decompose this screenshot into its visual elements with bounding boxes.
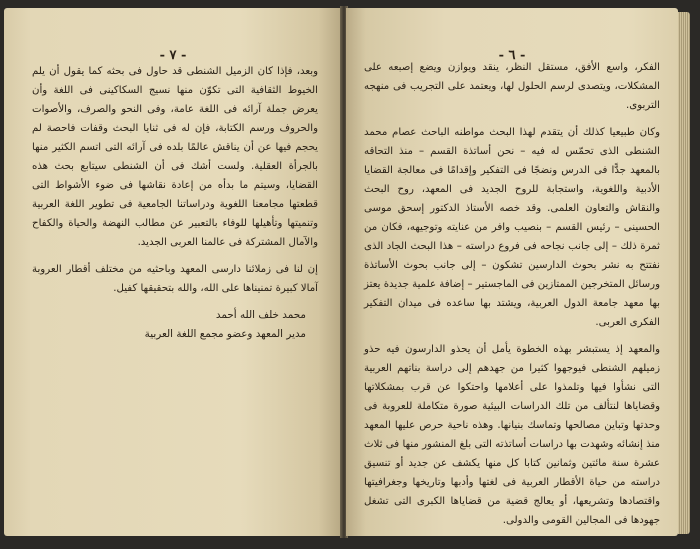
paragraph: والمعهد إذ يستبشر بهذه الخطوة يأمل أن يحذو الدارسون فيه حذو زميلهم الشنطى فيوجهوا كثيرا من جهدهم إلى دراسة بناتهم العربية التى نشأوا فيها وتلمذوا على أعلامها واحتكوا عن قرب بمشكلاتها وقضاياها لنتألف من تلك الدراسات البيئية صورة متكاملة للعروبة فى وحدتها وتباين مصالحها وتماسك بنيانها. وهذه ناحية حرص عليها المعهد منذ إنشائه وشهدت بها دراسات أساتذته التى بلغ المنشور منها فى ثلاث عشرة سنة مائتين وثمانين كتابا كل منها يكشف عن جديد أو تنسيق دراسته من حياة الأقطار العربية فى لغتها وأدبها وتاريخها وجغرافيتها واقتصادها وتشريعها، أو يعالج قضية من قضاياها الكبرى التى تشغل جهودها فى المجالين القومى والدولى. — [364, 344, 660, 526]
paragraph: إن لنا فى زملائنا دارسى المعهد وباحثيه من مختلف أقطار العروبة آمالا كبيرة تمنيناها على الله، والله بتحقيقها كفيل. — [32, 264, 318, 294]
signature-name: محمد خلف الله أحمد — [215, 309, 306, 321]
page-number: - ٦ - — [498, 48, 526, 63]
page-edges — [678, 12, 690, 534]
paragraph: الفكر، واسع الأفق، مستقل النظر، ينقد ويوازن ويضع إصبعه على المشكلات، ويتصدى لرسم الحلول لها، ويعتمد على التجريب فى منهجه التربوى. — [364, 62, 660, 111]
paragraph: وبعد، فإذا كان الزميل الشنطى قد حاول فى بحثه كما يقول أن يلم الخيوط الثقافية التى تكوّن منها نسيج السكاكينى فى اللغة وأن يعرض جملة آرائه فى اللغة عامة، وفى النحو والصرف، والأصوات والحروف ورسم الكتابة، فإن له فى ثنايا البحث وقفات فاحصة لم يحجم فيها عن أن يناقش عالمًا بلده فى آرائه التى اتسم الكثير منها بالجرأة العقلية. ولست أشك فى أن الشنطى سيتابع بحث هذه القضايا، وسيتم ما بدأه من إعادة نقاشها فى ضوء الأشواط التى قطعتها مجامعنا اللغوية ودراساتنا الجامعية فى تطوير اللغة العربية وتنميتها وتأهيلها للوفاء بالتعبير عن مطالب النهضة والحياة والكفاح والآمال المشتركة فى عالمنا العربى الجديد. — [32, 66, 318, 248]
signature-title: مدير المعهد وعضو مجمع اللغة العربية — [144, 328, 306, 340]
signature — [32, 306, 318, 344]
body-text — [32, 62, 318, 298]
paragraph: وكان طبيعيا كذلك أن يتقدم لهذا البحث مواطنه الباحث عصام محمد الشنطى الذى تحمّس له فيه – نحن أساتذة القسم – منذ التحاقه بالمعهد جدًّا فى الدرس ونضجًا فى التفكير وإقدامًا فى معالجة القضايا الأدبية واللغوية، واستجابة للروح الجديد فى المعهد، روح البحث والنقاش والتعاون العلمى. وقد خصه الأستاذ الدكتور إسحق موسى الحسينى – رئيس القسم – بنصيب وافر من عنايته وتوجيهه، فكان من ثمرة ذلك – إلى جانب نجاحه فى فروع دراسته – هذا البحث الجاد الذى نفتتح به نشر بحوث الدارسين تشكون – إلى جانب بحوث الأساتذة ورسائل المتخرجين الممتازين فى الماجستير – إضافة علمية جديدة يعتز بها معهد جامعة الدول العربية، ويشتد بها ساعده فى ميدان التفكير الفكرى العربى. — [364, 127, 660, 328]
right-page — [346, 8, 678, 536]
page-number: - ٧ - — [159, 48, 187, 63]
left-page — [4, 8, 342, 536]
body-text — [364, 58, 660, 530]
